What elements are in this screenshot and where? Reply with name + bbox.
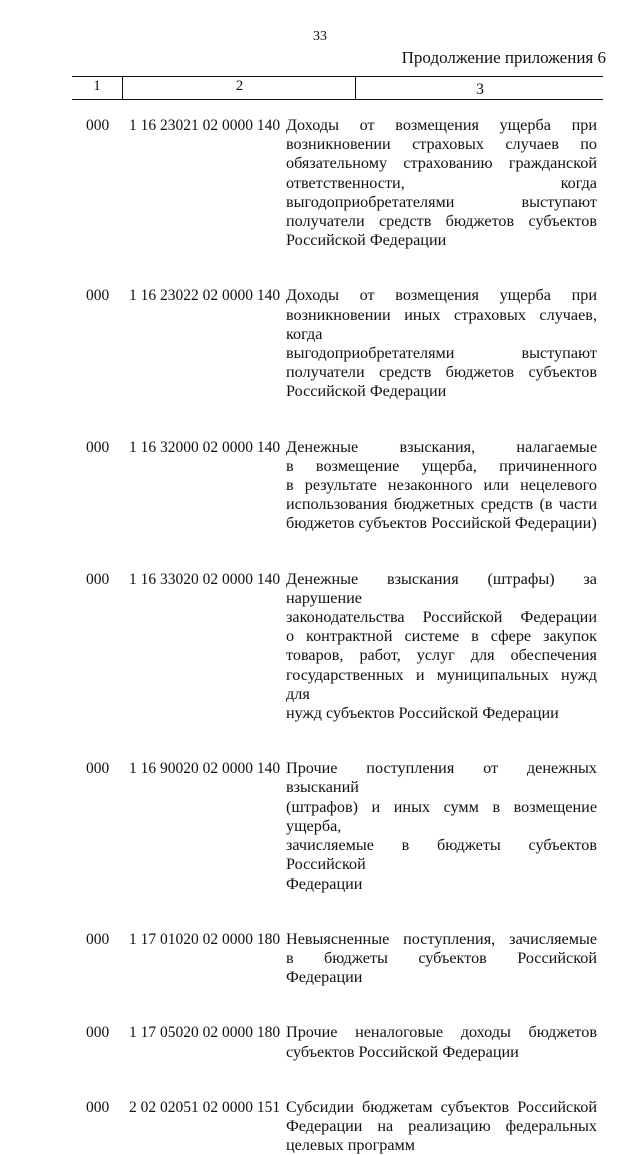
income-description — [286, 759, 597, 893]
header-col-2: 2 — [122, 77, 356, 99]
description-line: Федерации на реализацию федеральных — [286, 1116, 597, 1135]
description-line: государственных и муниципальных нужд для — [286, 665, 597, 703]
description-line: целевых программ — [286, 1136, 416, 1155]
description-line: Доходы от возмещения ущерба при — [286, 286, 597, 305]
income-description — [286, 116, 597, 250]
admin-code: 000 — [86, 1024, 110, 1042]
description-line: бюджетов субъектов Российской Федерации) — [286, 514, 597, 533]
description-line: нужд субъектов Российской Федерации — [286, 704, 559, 723]
table-row — [0, 1098, 640, 1155]
page-number: 33 — [313, 29, 327, 44]
income-description — [286, 1023, 597, 1061]
table-row — [0, 759, 640, 893]
budget-classification-code: 1 16 90020 02 0000 140 — [129, 760, 281, 778]
description-line: обязательному страхованию гражданской — [286, 154, 597, 173]
continuation-title: Продолжение приложения 6 — [401, 48, 606, 67]
description-line: Российской Федерации — [286, 382, 447, 401]
income-description — [286, 570, 597, 724]
table-body — [0, 116, 640, 1155]
description-line: возникновении страховых случаев по — [286, 135, 597, 154]
admin-code: 000 — [86, 760, 110, 778]
description-line: использования бюджетных средств (в части — [286, 495, 597, 514]
admin-code: 000 — [86, 287, 110, 305]
description-line: законодательства Российской Федерации — [286, 608, 597, 627]
budget-classification-code: 1 17 05020 02 0000 180 — [129, 1024, 281, 1042]
description-line: Прочие поступления от денежных взысканий — [286, 759, 597, 797]
description-line: Субсидии бюджетам субъектов Российской — [286, 1097, 597, 1116]
description-line: Российской Федерации — [286, 231, 447, 250]
admin-code: 000 — [86, 1098, 110, 1116]
description-line: Денежные взыскания, налагаемые — [286, 437, 597, 456]
admin-code: 000 — [86, 438, 110, 456]
table-row — [0, 570, 640, 724]
description-line: возникновении иных страховых случаев, когда — [286, 305, 597, 343]
description-line: в возмещение ущерба, причиненного — [286, 456, 597, 475]
budget-classification-code: 1 16 23021 02 0000 140 — [129, 117, 281, 134]
description-line: Доходы от возмещения ущерба при — [286, 116, 597, 134]
description-line: товаров, работ, услуг для обеспечения — [286, 646, 597, 665]
budget-classification-code: 1 16 33020 02 0000 140 — [129, 570, 281, 588]
budget-classification-code: 1 16 32000 02 0000 140 — [129, 438, 281, 456]
budget-classification-code: 1 17 01020 02 0000 180 — [129, 930, 281, 948]
header-col-3: 3 — [355, 77, 604, 99]
admin-code: 000 — [86, 117, 110, 134]
description-line: Федерации — [286, 874, 363, 893]
admin-code: 000 — [86, 930, 110, 948]
description-line: получатели средств бюджетов субъектов — [286, 212, 597, 231]
admin-code: 000 — [86, 570, 110, 588]
table-row — [0, 930, 640, 988]
description-line: Невыясненные поступления, зачисляемые — [286, 929, 597, 948]
table-row — [0, 438, 640, 534]
income-description — [286, 1098, 597, 1155]
header-col-1: 1 — [93, 78, 101, 94]
description-line: о контрактной системе в сфере закупок — [286, 627, 597, 646]
table-header — [72, 76, 603, 100]
description-line: Денежные взыскания (штрафы) за нарушение — [286, 569, 597, 607]
table-row — [0, 116, 640, 250]
income-description — [286, 438, 597, 534]
budget-classification-code: 2 02 02051 02 0000 151 — [129, 1098, 281, 1116]
income-description — [286, 930, 597, 988]
table-row — [0, 286, 640, 401]
description-line: субъектов Российской Федерации — [286, 1042, 519, 1061]
description-line: (штрафов) и иных сумм в возмещение ущерба, — [286, 797, 597, 835]
description-line: в бюджеты субъектов Российской Федерации — [286, 948, 597, 987]
table-row — [0, 1023, 640, 1061]
budget-classification-code: 1 16 23022 02 0000 140 — [129, 287, 281, 305]
description-line: выгодоприобретателями выступают — [286, 344, 597, 363]
description-line: получатели средств бюджетов субъектов — [286, 363, 597, 382]
description-line: ответственности, когда — [286, 173, 597, 192]
income-description — [286, 286, 597, 401]
description-line: Прочие неналоговые доходы бюджетов — [286, 1023, 597, 1042]
description-line: в результате незаконного или нецелевого — [286, 476, 597, 495]
description-line: зачисляемые в бюджеты субъектов Российской — [286, 836, 597, 874]
description-line: выгодоприобретателями выступают — [286, 192, 597, 211]
